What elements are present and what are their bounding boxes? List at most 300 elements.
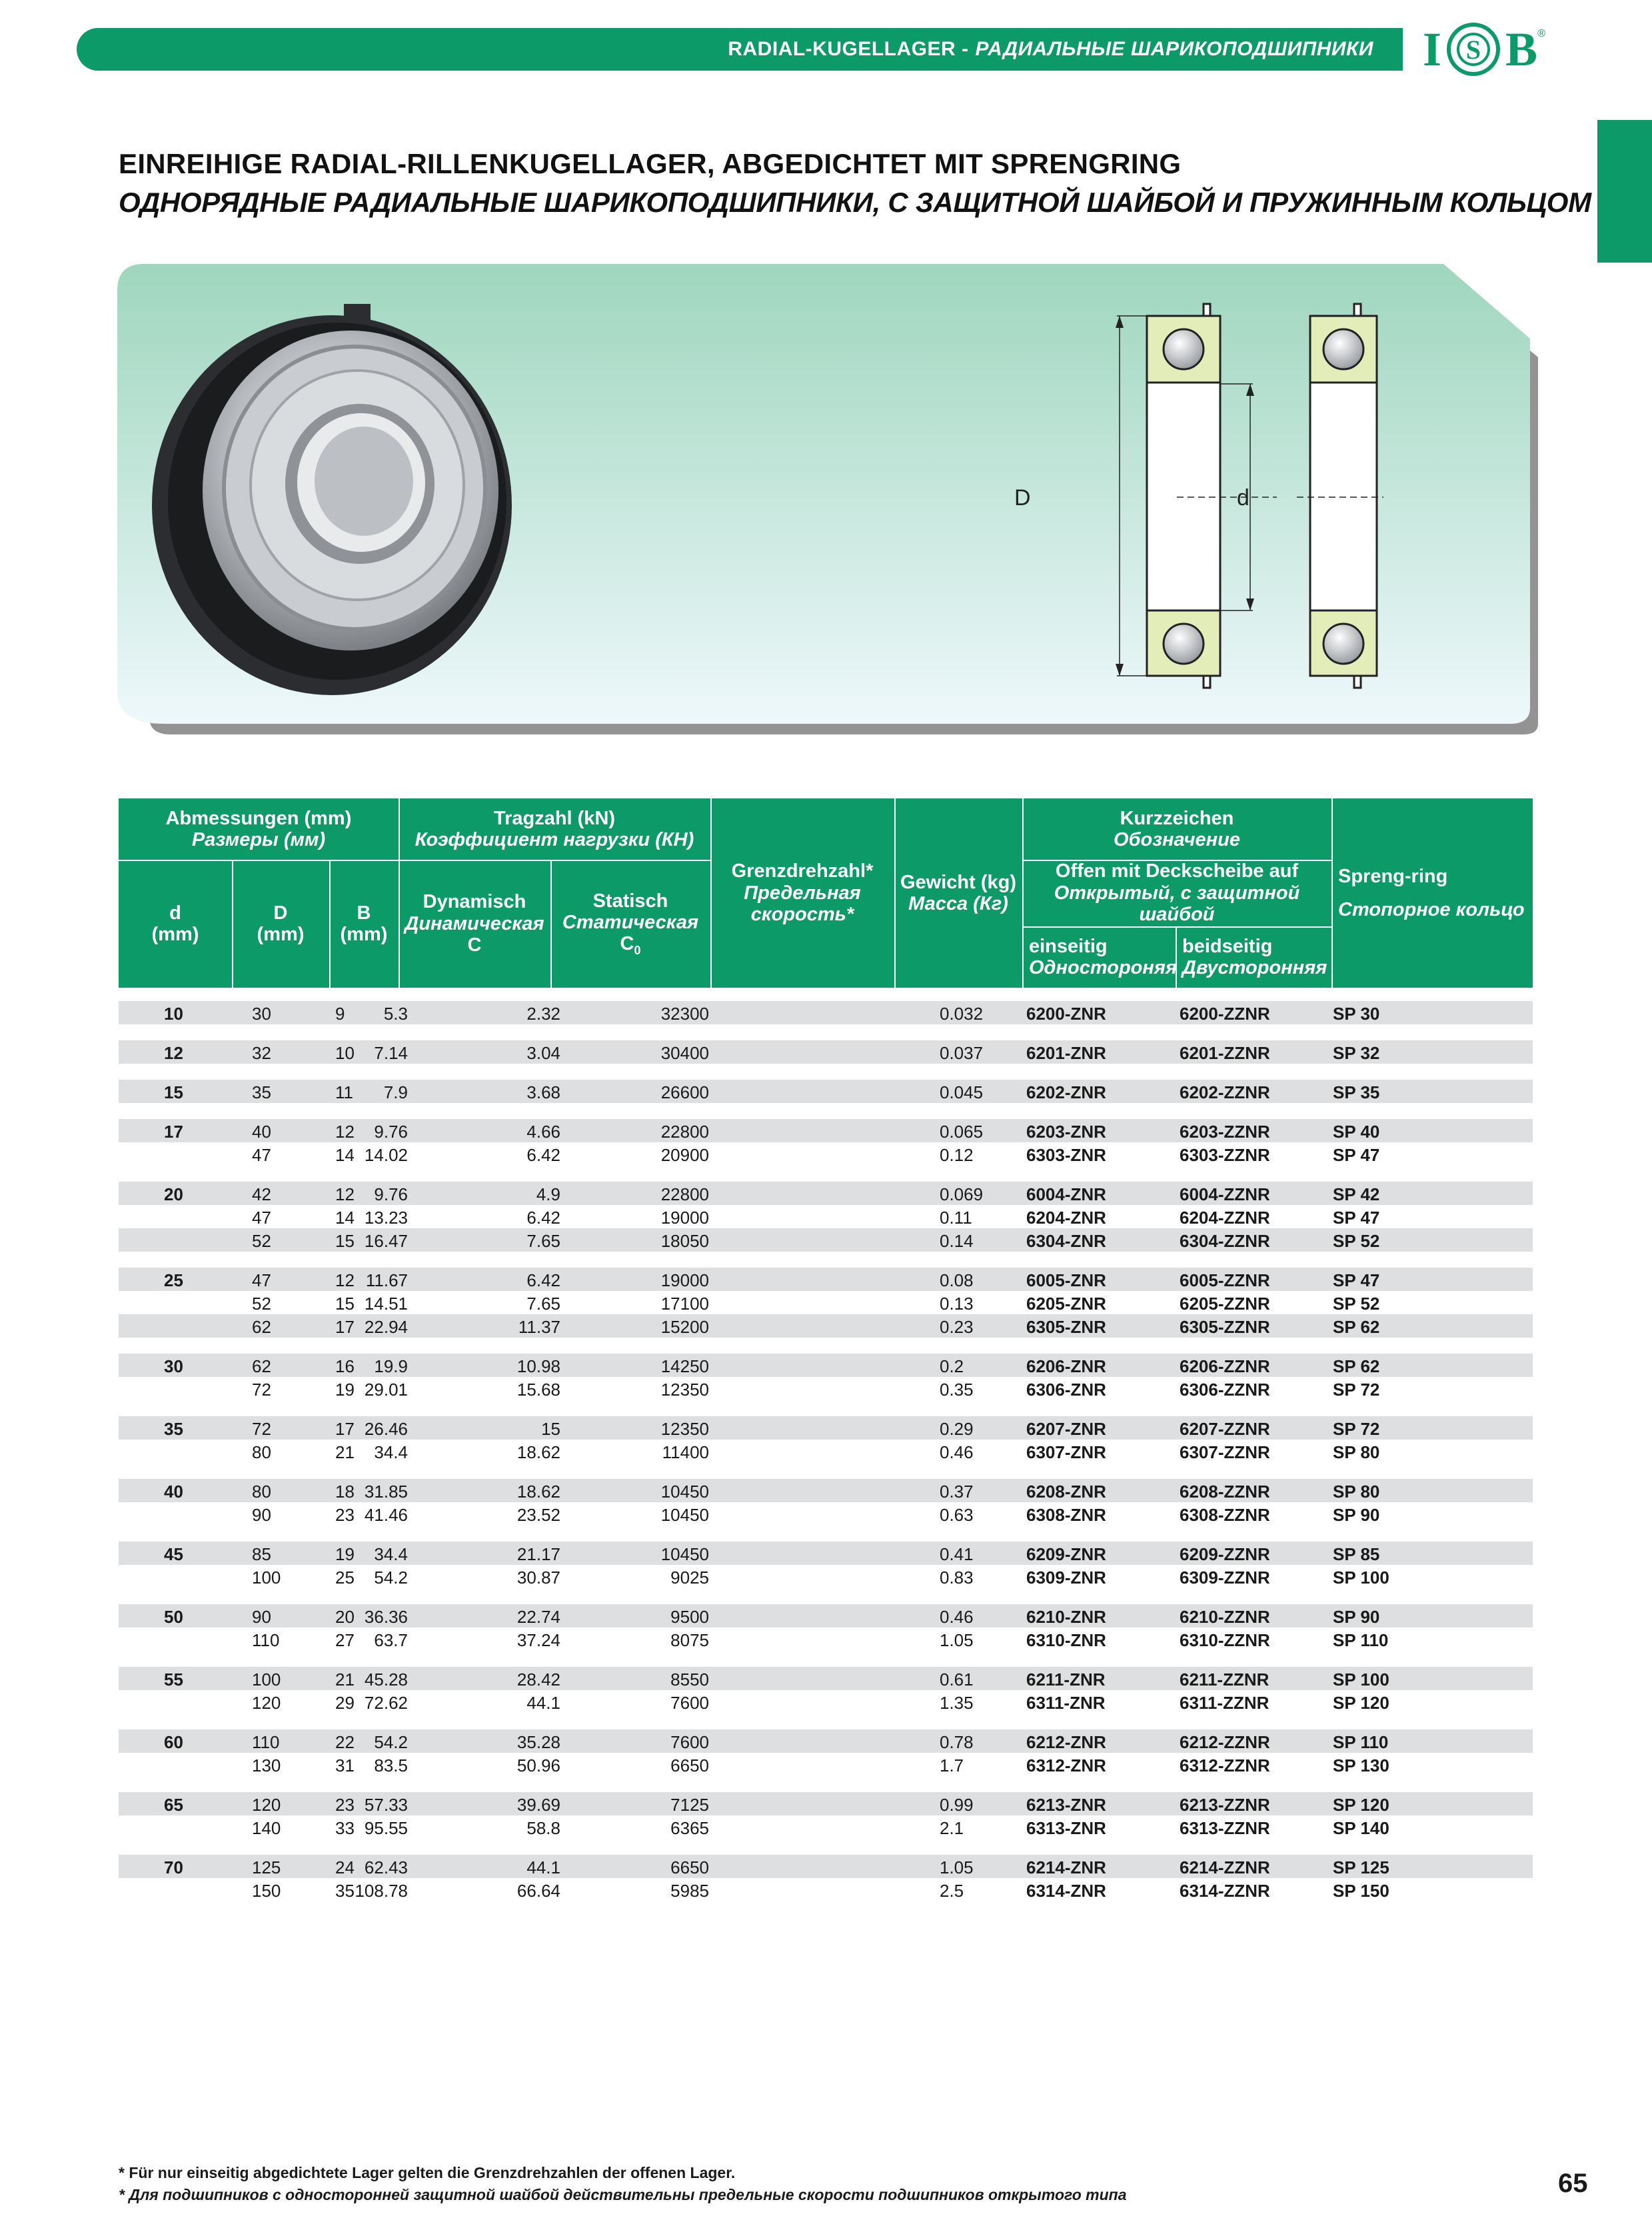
cell-outer-diameter: 52: [252, 1231, 271, 1251]
cell-width: 17: [335, 1419, 355, 1439]
cell-width: 33: [335, 1818, 355, 1838]
cell-snap-ring: SP 35: [1333, 1082, 1380, 1102]
cell-weight: 1.35: [940, 1693, 974, 1713]
cell-weight: 0.61: [940, 1669, 974, 1689]
cell-dynamic-load: 95.55: [364, 1818, 408, 1838]
cell-dynamic-load: 19.9: [374, 1356, 408, 1376]
cell-weight: 0.069: [940, 1184, 984, 1204]
cell-width: 21: [335, 1669, 355, 1689]
cell-dynamic-load: 34.4: [374, 1544, 408, 1564]
table-header: [119, 798, 1533, 988]
cell-code-two-sided: 6205-ZZNR: [1180, 1294, 1270, 1314]
table-row-group: [119, 1479, 1533, 1526]
cell-speed-limit: 7600: [670, 1732, 709, 1752]
cell-bore-diameter: 17: [164, 1122, 183, 1142]
cell-width: 9: [335, 1004, 345, 1024]
cell-outer-diameter: 62: [252, 1356, 271, 1376]
cell-width: 29: [335, 1693, 355, 1713]
cell-code-one-sided: 6313-ZNR: [1026, 1818, 1106, 1838]
cell-speed-limit: 10450: [660, 1505, 709, 1525]
cell-code-two-sided: 6309-ZZNR: [1180, 1568, 1270, 1588]
cell-dynamic-load: 22.94: [364, 1317, 408, 1337]
cell-bore-diameter: 15: [164, 1082, 183, 1102]
table-row: [119, 1479, 1533, 1502]
cell-outer-diameter: 35: [252, 1082, 271, 1102]
cell-static-load: 15: [541, 1419, 560, 1439]
cell-code-one-sided: 6204-ZNR: [1026, 1208, 1106, 1228]
cell-snap-ring: SP 80: [1333, 1442, 1380, 1462]
cell-snap-ring: SP 72: [1333, 1380, 1380, 1400]
cell-width: 25: [335, 1568, 355, 1588]
cell-speed-limit: 26600: [660, 1082, 709, 1102]
cell-speed-limit: 20900: [660, 1145, 709, 1165]
cell-weight: 0.46: [940, 1442, 974, 1462]
table-row-group: [119, 1667, 1533, 1713]
table-row: [119, 1314, 1533, 1338]
cell-speed-limit: 7125: [670, 1795, 709, 1815]
cell-code-two-sided: 6004-ZZNR: [1180, 1184, 1270, 1204]
cell-code-one-sided: 6004-ZNR: [1026, 1184, 1106, 1204]
cell-snap-ring: SP 140: [1333, 1818, 1389, 1838]
cell-static-load: 15.68: [516, 1380, 560, 1400]
cell-static-load: 28.42: [516, 1669, 560, 1689]
cell-outer-diameter: 130: [252, 1755, 281, 1775]
cell-code-one-sided: 6305-ZNR: [1026, 1317, 1106, 1337]
cell-dynamic-load: 29.01: [364, 1380, 408, 1400]
cell-speed-limit: 22800: [660, 1184, 709, 1204]
cell-code-two-sided: 6210-ZZNR: [1180, 1607, 1270, 1627]
cell-speed-limit: 6365: [670, 1818, 709, 1838]
cell-speed-limit: 6650: [670, 1755, 709, 1775]
cell-speed-limit: 15200: [660, 1317, 709, 1337]
cell-bore-diameter: 30: [164, 1356, 183, 1376]
banner-title-de: RADIAL-KUGELLAGER -: [728, 38, 969, 60]
cell-bore-diameter: 40: [164, 1482, 183, 1502]
cell-speed-limit: 18050: [660, 1231, 709, 1251]
cell-snap-ring: SP 72: [1333, 1419, 1380, 1439]
table-row: [119, 1792, 1533, 1815]
cell-width: 14: [335, 1208, 355, 1228]
cell-width: 18: [335, 1482, 355, 1502]
cell-width: 17: [335, 1317, 355, 1337]
table-row: [119, 1001, 1533, 1024]
cell-snap-ring: SP 52: [1333, 1231, 1380, 1251]
cell-static-load: 22.74: [516, 1607, 560, 1627]
cell-snap-ring: SP 52: [1333, 1294, 1380, 1314]
cell-width: 15: [335, 1294, 355, 1314]
cell-code-one-sided: 6211-ZNR: [1026, 1669, 1106, 1689]
cell-width: 24: [335, 1857, 355, 1877]
cell-speed-limit: 11400: [662, 1442, 709, 1462]
cell-bore-diameter: 50: [164, 1607, 183, 1627]
cell-width: 19: [335, 1544, 355, 1564]
cell-speed-limit: 8075: [670, 1630, 709, 1650]
table-row-group: [119, 1604, 1533, 1651]
cell-code-one-sided: 6304-ZNR: [1026, 1231, 1106, 1251]
cell-width: 15: [335, 1231, 355, 1251]
cell-code-one-sided: 6213-ZNR: [1026, 1795, 1106, 1815]
cell-outer-diameter: 47: [252, 1145, 271, 1165]
cell-code-one-sided: 6005-ZNR: [1026, 1270, 1106, 1290]
cell-static-load: 58.8: [526, 1818, 560, 1838]
cell-code-one-sided: 6303-ZNR: [1026, 1145, 1106, 1165]
cell-code-two-sided: 6201-ZZNR: [1180, 1043, 1270, 1063]
cell-dynamic-load: 26.46: [364, 1419, 408, 1439]
cell-snap-ring: SP 150: [1333, 1881, 1389, 1901]
table-row-group: [119, 1729, 1533, 1776]
cell-speed-limit: 9500: [670, 1607, 709, 1627]
cell-code-two-sided: 6206-ZZNR: [1180, 1356, 1270, 1376]
cell-weight: 0.12: [940, 1145, 974, 1165]
cell-width: 21: [335, 1442, 355, 1462]
cell-static-load: 3.04: [526, 1043, 560, 1063]
table-row-group: [119, 1001, 1533, 1024]
cell-code-one-sided: 6309-ZNR: [1026, 1568, 1106, 1588]
cell-static-load: 18.62: [516, 1442, 560, 1462]
cell-code-one-sided: 6203-ZNR: [1026, 1122, 1106, 1142]
cell-outer-diameter: 120: [252, 1795, 281, 1815]
cell-dynamic-load: 83.5: [374, 1755, 408, 1775]
cell-code-two-sided: 6208-ZZNR: [1180, 1482, 1270, 1502]
cell-speed-limit: 22800: [660, 1122, 709, 1142]
header-dimensions: Abmessungen (mm) Размеры (мм): [165, 807, 352, 850]
cell-speed-limit: 6650: [670, 1857, 709, 1877]
cell-dynamic-load: 54.2: [374, 1568, 408, 1588]
cell-outer-diameter: 150: [252, 1881, 281, 1901]
cell-static-load: 44.1: [526, 1693, 560, 1713]
cell-outer-diameter: 72: [252, 1380, 271, 1400]
cell-weight: 2.5: [940, 1881, 964, 1901]
table-row: [119, 1729, 1533, 1753]
table-row: [119, 1040, 1533, 1064]
cell-width: 19: [335, 1380, 355, 1400]
header-weight: Gewicht (kg) Масса (Кг): [900, 871, 1016, 914]
logo-letter-i: I: [1423, 23, 1442, 76]
section-banner: [77, 28, 1403, 71]
table-row: [119, 1268, 1533, 1291]
table-row: [119, 1565, 1533, 1588]
cell-outer-diameter: 42: [252, 1184, 271, 1204]
cell-snap-ring: SP 47: [1333, 1145, 1380, 1165]
cell-static-load: 3.68: [526, 1082, 560, 1102]
cell-code-two-sided: 6203-ZZNR: [1180, 1122, 1270, 1142]
cell-dynamic-load: 72.62: [364, 1693, 408, 1713]
cell-dynamic-load: 34.4: [374, 1442, 408, 1462]
cell-snap-ring: SP 32: [1333, 1043, 1380, 1063]
header-d: d (mm): [151, 902, 199, 945]
cell-outer-diameter: 30: [252, 1004, 271, 1024]
cell-outer-diameter: 85: [252, 1544, 271, 1564]
label-inner-diameter: d: [1237, 485, 1249, 511]
cell-code-two-sided: 6200-ZZNR: [1180, 1004, 1270, 1024]
cell-speed-limit: 12350: [660, 1419, 709, 1439]
cell-weight: 0.63: [940, 1505, 974, 1525]
cell-code-two-sided: 6314-ZZNR: [1180, 1881, 1270, 1901]
cell-snap-ring: SP 100: [1333, 1669, 1389, 1689]
cell-weight: 0.14: [940, 1231, 974, 1251]
cell-code-one-sided: 6205-ZNR: [1026, 1294, 1106, 1314]
header-open-with-shield: Offen mit Deckscheibe auf Открытый, с защитной шайбой: [1054, 860, 1300, 926]
page-title-ru: ОДНОРЯДНЫЕ РАДИАЛЬНЫЕ ШАРИКОПОДШИПНИКИ, С ЗАЩИТНОЙ ШАЙБОЙ И ПРУЖИННЫМ КОЛЬЦОМ: [119, 187, 1591, 218]
cell-code-one-sided: 6308-ZNR: [1026, 1505, 1106, 1525]
cell-static-load: 7.65: [526, 1294, 560, 1314]
cell-bore-diameter: 65: [164, 1795, 183, 1815]
cell-code-one-sided: 6207-ZNR: [1026, 1419, 1106, 1439]
cell-weight: 0.37: [940, 1482, 974, 1502]
header-snap-ring: Spreng-ring Стопорное кольцо: [1338, 865, 1525, 920]
cell-bore-diameter: 12: [164, 1043, 183, 1063]
cell-dynamic-load: 13.23: [364, 1208, 408, 1228]
cell-snap-ring: SP 47: [1333, 1270, 1380, 1290]
cell-dynamic-load: 41.46: [364, 1505, 408, 1525]
cell-weight: 0.11: [940, 1208, 972, 1228]
cell-dynamic-load: 62.43: [364, 1857, 408, 1877]
cell-outer-diameter: 120: [252, 1693, 281, 1713]
cell-code-one-sided: 6209-ZNR: [1026, 1544, 1106, 1564]
cell-outer-diameter: 140: [252, 1818, 281, 1838]
cell-speed-limit: 12350: [660, 1380, 709, 1400]
cell-dynamic-load: 14.51: [364, 1294, 408, 1314]
cell-static-load: 6.42: [526, 1208, 560, 1228]
cell-speed-limit: 30400: [660, 1043, 709, 1063]
cell-outer-diameter: 110: [252, 1732, 280, 1752]
banner-title-ru: РАДИАЛЬНЫЕ ШАРИКОПОДШИПНИКИ: [975, 38, 1373, 60]
cell-weight: 0.045: [940, 1082, 984, 1102]
table-body: [119, 1001, 1533, 1917]
header-one-sided: einseitig Одностороняя: [1029, 935, 1178, 978]
cell-outer-diameter: 100: [252, 1568, 281, 1588]
cell-speed-limit: 14250: [660, 1356, 709, 1376]
cell-width: 16: [335, 1356, 355, 1376]
cell-dynamic-load: 57.33: [364, 1795, 408, 1815]
cell-snap-ring: SP 80: [1333, 1482, 1380, 1502]
cell-code-one-sided: 6202-ZNR: [1026, 1082, 1106, 1102]
cell-snap-ring: SP 90: [1333, 1607, 1380, 1627]
cell-outer-diameter: 40: [252, 1122, 271, 1142]
cell-bore-diameter: 25: [164, 1270, 183, 1290]
cell-snap-ring: SP 130: [1333, 1755, 1389, 1775]
logo-seal-icon: [1447, 23, 1500, 76]
cell-weight: 2.1: [940, 1818, 964, 1838]
cell-static-load: 2.32: [526, 1004, 560, 1024]
table-row: [119, 1542, 1533, 1565]
cell-bore-diameter: 10: [164, 1004, 183, 1024]
table-row-group: [119, 1416, 1533, 1463]
cell-code-two-sided: 6304-ZZNR: [1180, 1231, 1270, 1251]
cell-static-load: 35.28: [516, 1732, 560, 1752]
cell-code-one-sided: 6206-ZNR: [1026, 1356, 1106, 1376]
cell-width: 14: [335, 1145, 355, 1165]
cell-code-one-sided: 6314-ZNR: [1026, 1881, 1106, 1901]
cell-width: 23: [335, 1505, 355, 1525]
cell-width: 10: [335, 1043, 355, 1063]
header-speed-limit: Grenzdrehzahl* Предельная скорость*: [731, 860, 874, 926]
table-row-group: [119, 1268, 1533, 1338]
cell-snap-ring: SP 120: [1333, 1795, 1389, 1815]
cell-dynamic-load: 5.3: [383, 1004, 408, 1024]
cell-dynamic-load: 54.2: [374, 1732, 408, 1752]
table-row: [119, 1142, 1533, 1166]
table-row-group: [119, 1792, 1533, 1839]
cell-outer-diameter: 52: [252, 1294, 271, 1314]
cell-weight: 0.037: [940, 1043, 984, 1063]
cell-code-two-sided: 6303-ZZNR: [1180, 1145, 1270, 1165]
cell-code-one-sided: 6312-ZNR: [1026, 1755, 1106, 1775]
cell-snap-ring: SP 40: [1333, 1122, 1380, 1142]
cell-speed-limit: 19000: [660, 1270, 709, 1290]
registered-mark: ®: [1537, 28, 1545, 39]
table-row: [119, 1182, 1533, 1205]
cell-code-one-sided: 6212-ZNR: [1026, 1732, 1106, 1752]
cell-dynamic-load: 31.85: [364, 1482, 408, 1502]
cell-snap-ring: SP 90: [1333, 1505, 1380, 1525]
cell-static-load: 30.87: [516, 1568, 560, 1588]
table-row: [119, 1119, 1533, 1142]
table-row: [119, 1080, 1533, 1103]
cell-code-one-sided: 6307-ZNR: [1026, 1442, 1106, 1462]
cell-dynamic-load: 9.76: [374, 1122, 408, 1142]
cell-outer-diameter: 47: [252, 1208, 271, 1228]
cell-static-load: 23.52: [516, 1505, 560, 1525]
cell-code-two-sided: 6214-ZZNR: [1180, 1857, 1270, 1877]
header-load-rating: Tragzahl (kN) Коэффициент нагрузки (КН): [414, 807, 694, 850]
cell-width: 23: [335, 1795, 355, 1815]
label-outer-diameter: D: [1014, 485, 1031, 511]
table-row: [119, 1815, 1533, 1839]
cell-speed-limit: 19000: [660, 1208, 709, 1228]
cell-width: 27: [335, 1630, 355, 1650]
cell-weight: 0.41: [940, 1544, 974, 1564]
cell-snap-ring: SP 62: [1333, 1356, 1380, 1376]
cell-outer-diameter: 47: [252, 1270, 271, 1290]
cell-weight: 1.7: [940, 1755, 964, 1775]
cell-static-load: 66.64: [516, 1881, 560, 1901]
cell-dynamic-load: 16.47: [364, 1231, 408, 1251]
cell-static-load: 10.98: [516, 1356, 560, 1376]
cell-speed-limit: 17100: [660, 1294, 709, 1314]
cell-outer-diameter: 110: [252, 1630, 280, 1650]
page-number: 65: [1558, 2169, 1588, 2198]
table-row: [119, 1354, 1533, 1377]
cell-code-two-sided: 6305-ZZNR: [1180, 1317, 1270, 1337]
cell-speed-limit: 32300: [660, 1004, 709, 1024]
table-row-group: [119, 1119, 1533, 1166]
cell-bore-diameter: 45: [164, 1544, 183, 1564]
page-title-de: EINREIHIGE RADIAL-RILLENKUGELLAGER, ABGEDICHTET MIT SPRENGRING: [119, 148, 1182, 179]
cell-weight: 0.29: [940, 1419, 974, 1439]
cell-weight: 0.78: [940, 1732, 974, 1752]
cell-code-two-sided: 6209-ZZNR: [1180, 1544, 1270, 1564]
table-row-group: [119, 1542, 1533, 1588]
cell-outer-diameter: 32: [252, 1043, 271, 1063]
cell-static-load: 11.37: [518, 1317, 560, 1337]
cell-weight: 0.13: [940, 1294, 974, 1314]
cell-outer-diameter: 62: [252, 1317, 271, 1337]
cell-code-one-sided: 6200-ZNR: [1026, 1004, 1106, 1024]
cell-code-two-sided: 6005-ZZNR: [1180, 1270, 1270, 1290]
table-row: [119, 1855, 1533, 1878]
table-row: [119, 1604, 1533, 1628]
cell-dynamic-load: 11.67: [365, 1270, 408, 1290]
table-row: [119, 1205, 1533, 1228]
cell-static-load: 6.42: [526, 1270, 560, 1290]
table-row-group: [119, 1182, 1533, 1252]
cell-width: 31: [335, 1755, 355, 1775]
cell-static-load: 39.69: [516, 1795, 560, 1815]
cell-weight: 1.05: [940, 1857, 974, 1877]
cell-code-two-sided: 6308-ZZNR: [1180, 1505, 1270, 1525]
cell-weight: 0.35: [940, 1380, 974, 1400]
cell-outer-diameter: 80: [252, 1442, 271, 1462]
table-row: [119, 1753, 1533, 1776]
header-D: D (mm): [257, 902, 305, 945]
cell-weight: 0.23: [940, 1317, 974, 1337]
cell-static-load: 4.66: [526, 1122, 560, 1142]
table-row-group: [119, 1040, 1533, 1064]
cell-dynamic-load: 63.7: [374, 1630, 408, 1650]
cell-speed-limit: 8550: [670, 1669, 709, 1689]
cell-weight: 0.83: [940, 1568, 974, 1588]
cell-speed-limit: 5985: [670, 1881, 709, 1901]
cell-static-load: 50.96: [516, 1755, 560, 1775]
cell-outer-diameter: 72: [252, 1419, 271, 1439]
cell-outer-diameter: 100: [252, 1669, 281, 1689]
cell-code-one-sided: 6214-ZNR: [1026, 1857, 1106, 1877]
cell-code-two-sided: 6312-ZZNR: [1180, 1755, 1270, 1775]
cell-outer-diameter: 125: [252, 1857, 281, 1877]
cell-dynamic-load: 36.36: [364, 1607, 408, 1627]
cell-weight: 0.46: [940, 1607, 974, 1627]
table-row: [119, 1228, 1533, 1252]
cell-static-load: 7.65: [526, 1231, 560, 1251]
cell-weight: 0.2: [940, 1356, 964, 1376]
table-row: [119, 1440, 1533, 1463]
cell-bore-diameter: 55: [164, 1669, 183, 1689]
table-row: [119, 1377, 1533, 1400]
cell-weight: 0.99: [940, 1795, 974, 1815]
cell-dynamic-load: 9.76: [374, 1184, 408, 1204]
cell-width: 12: [335, 1122, 355, 1142]
cell-static-load: 44.1: [526, 1857, 560, 1877]
isb-logo: [1423, 23, 1583, 76]
cell-static-load: 6.42: [526, 1145, 560, 1165]
table-row: [119, 1291, 1533, 1314]
cell-speed-limit: 10450: [660, 1544, 709, 1564]
cell-code-one-sided: 6201-ZNR: [1026, 1043, 1106, 1063]
cell-outer-diameter: 90: [252, 1607, 271, 1627]
table-row: [119, 1502, 1533, 1526]
cell-snap-ring: SP 110: [1333, 1732, 1389, 1752]
cell-static-load: 18.62: [516, 1482, 560, 1502]
cell-code-two-sided: 6207-ZZNR: [1180, 1419, 1270, 1439]
cell-snap-ring: SP 125: [1333, 1857, 1389, 1877]
cell-code-two-sided: 6310-ZZNR: [1180, 1630, 1270, 1650]
cell-static-load: 37.24: [516, 1630, 560, 1650]
header-designation: Kurzzeichen Обозначение: [1114, 807, 1240, 850]
cell-bore-diameter: 35: [164, 1419, 183, 1439]
footnote-ru: * Для подшипников с односторонней защитной шайбой действительны предельные скорости подшипников открытого типа: [119, 2186, 1127, 2203]
cell-snap-ring: SP 85: [1333, 1544, 1380, 1564]
cell-code-two-sided: 6204-ZZNR: [1180, 1208, 1270, 1228]
bearing-illustration-panel: [117, 264, 1542, 738]
cell-width: 12: [335, 1184, 355, 1204]
cell-code-one-sided: 6306-ZNR: [1026, 1380, 1106, 1400]
cell-snap-ring: SP 30: [1333, 1004, 1380, 1024]
header-dynamic: Dynamisch Динамическая C: [405, 891, 544, 956]
cell-dynamic-load: 14.02: [364, 1145, 408, 1165]
cell-code-one-sided: 6210-ZNR: [1026, 1607, 1106, 1627]
cell-speed-limit: 9025: [670, 1568, 709, 1588]
